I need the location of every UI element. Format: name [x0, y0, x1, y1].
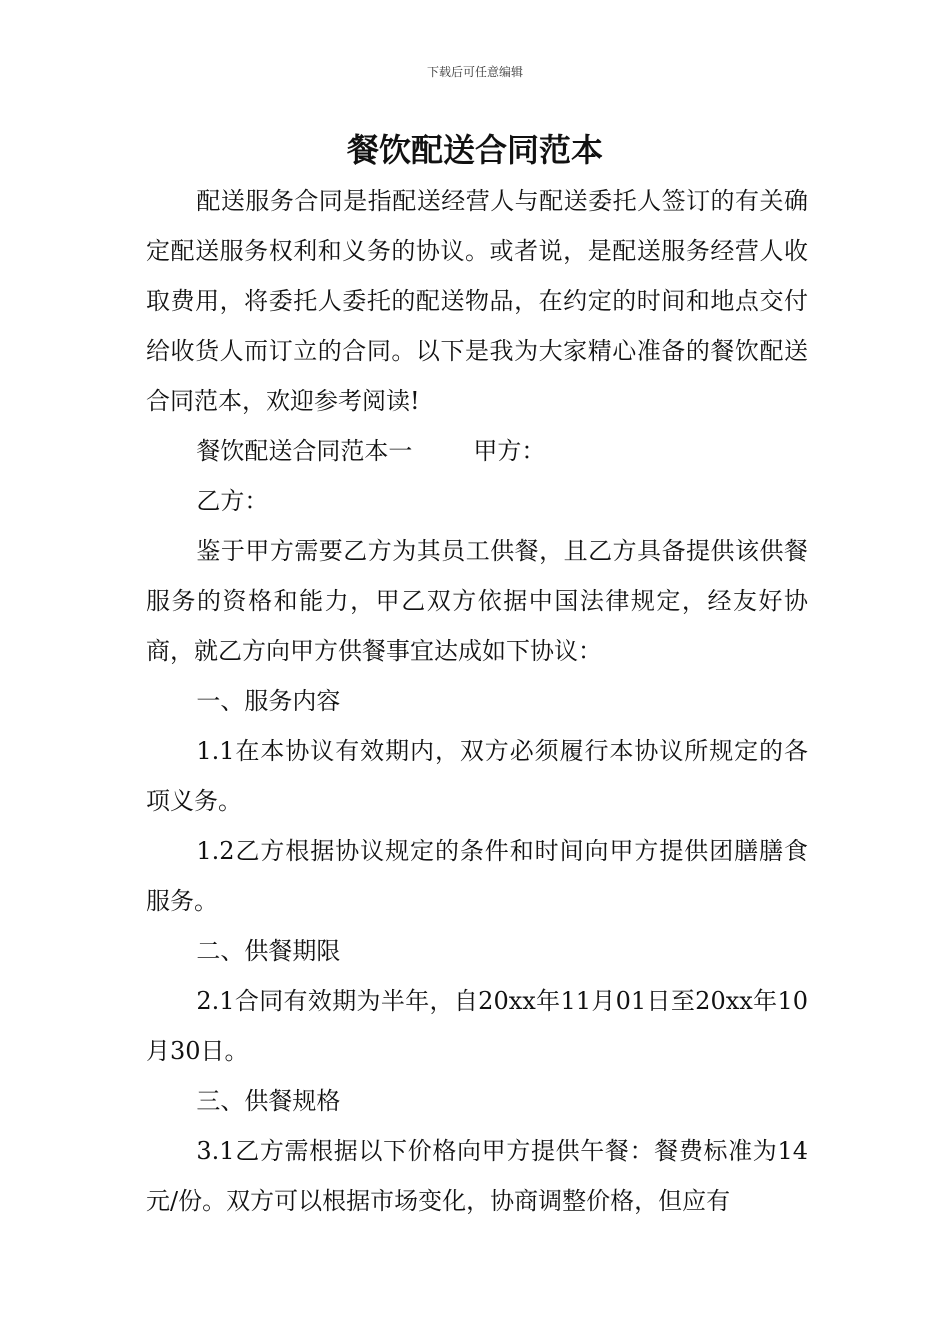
header-note: 下载后可任意编辑: [426, 65, 523, 79]
clause-2-1: 2.1合同有效期为半年，自20xx年11月01日至20xx年10月30日。: [146, 987, 808, 1065]
document-body: [146, 176, 808, 1226]
party-b-line: 乙方：: [196, 487, 269, 515]
clause-3-1: 3.1乙方需根据以下价格向甲方提供午餐：餐费标准为14元/份。双方可以根据市场变化，协商调整价格，但应有: [146, 1137, 808, 1215]
intro-paragraph: 配送服务合同是指配送经营人与配送委托人签订的有关确定配送服务权利和义务的协议。或者说，是配送服务经营人收取费用，将委托人委托的配送物品，在约定的时间和地点交付给收货人而订立的合同。以下是我为大家精心准备的餐饮配送合同范本，欢迎参考阅读!: [146, 187, 808, 415]
contract-heading-party-a: 餐饮配送合同范本一 甲方：: [196, 437, 546, 465]
clause-1-1: 1.1在本协议有效期内，双方必须履行本协议所规定的各项义务。: [146, 737, 808, 815]
document-title: 餐饮配送合同范本: [346, 131, 603, 169]
preamble-paragraph: 鉴于甲方需要乙方为其员工供餐，且乙方具备提供该供餐服务的资格和能力，甲乙双方依据中国法律规定，经友好协商，就乙方向甲方供餐事宜达成如下协议：: [146, 537, 808, 665]
clause-1-2: 1.2乙方根据协议规定的条件和时间向甲方提供团膳膳食服务。: [146, 837, 808, 915]
section-heading-service-content: 一、服务内容: [196, 687, 341, 715]
section-heading-supply-period: 二、供餐期限: [196, 937, 341, 965]
section-heading-supply-spec: 三、供餐规格: [196, 1087, 341, 1115]
